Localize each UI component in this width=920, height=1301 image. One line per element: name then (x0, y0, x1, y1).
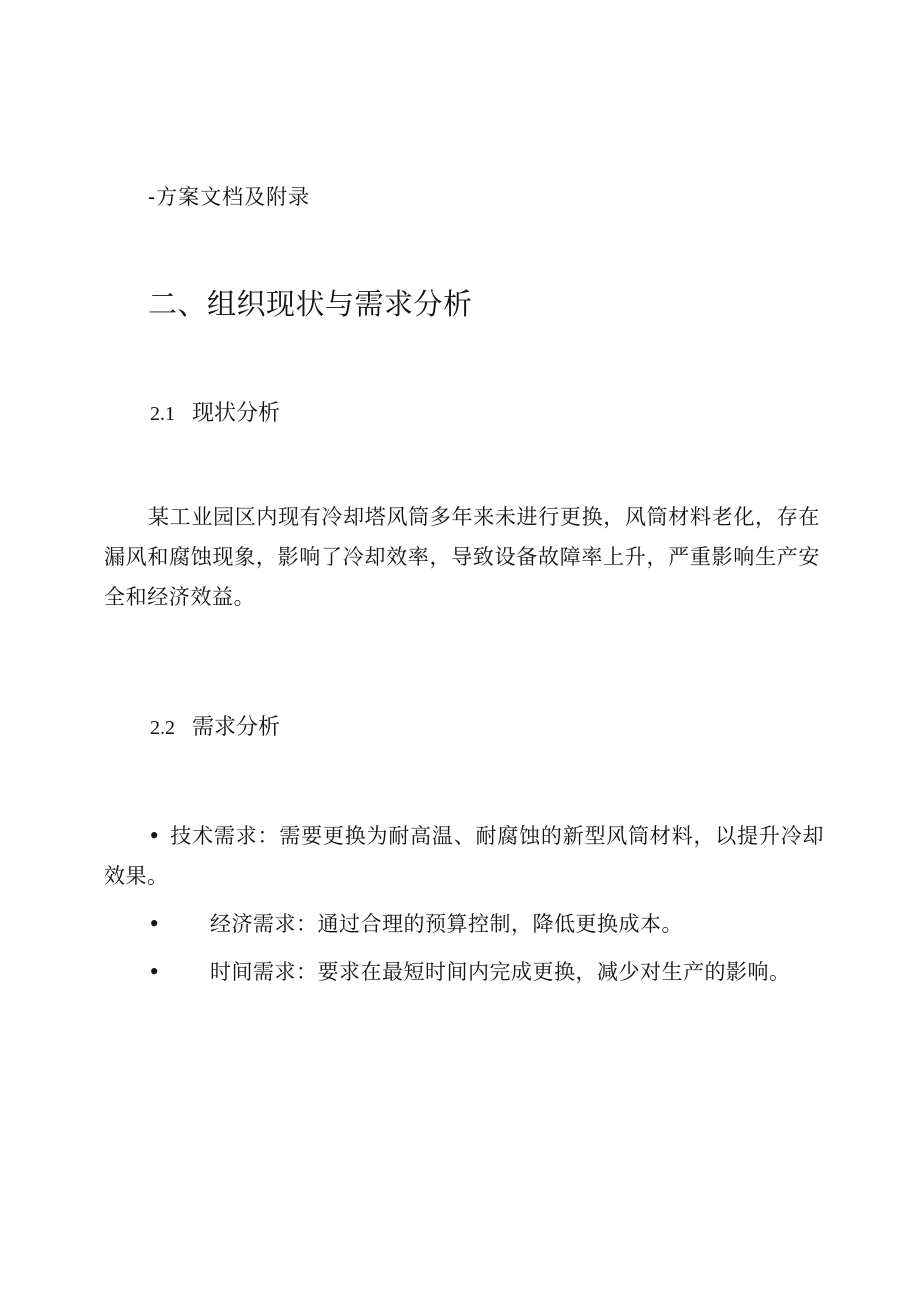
list-item-separator: ： (257, 824, 280, 848)
list-item-label: 经济需求 (210, 912, 296, 936)
bullet-icon: • (148, 960, 161, 984)
list-item-text: 通过合理的预算控制，降低更换成本。 (317, 912, 683, 936)
list-item (104, 904, 824, 952)
bullet-icon: • (148, 824, 161, 848)
list-item (104, 952, 824, 1000)
list-item (104, 816, 824, 896)
subsection-heading-status (150, 396, 280, 427)
section-title: 二、组织现状与需求分析 (148, 287, 473, 321)
list-item-label: 时间需求 (210, 960, 296, 984)
bullet-icon: • (148, 912, 161, 936)
list-item-separator: ： (296, 960, 318, 984)
needs-list (104, 816, 824, 1000)
status-paragraph: 某工业园区内现有冷却塔风筒多年来未进行更换，风筒材料老化，存在漏风和腐蚀现象，影响了冷却效率，导致设备故障率上升，严重影响生产安全和经济效益。 (104, 505, 820, 609)
previous-list-item: -方案文档及附录 (148, 185, 311, 209)
subsection-title: 现状分析 (192, 401, 281, 426)
list-item-separator: ： (296, 912, 318, 936)
subsection-title: 需求分析 (192, 715, 281, 740)
list-item-text: 要求在最短时间内完成更换，减少对生产的影响。 (317, 960, 791, 984)
subsection-heading-needs (150, 710, 280, 741)
list-item-label: 技术需求 (170, 824, 258, 848)
subsection-number: 2.1 (150, 403, 175, 425)
list-item-text: 需要更换为耐高温、耐腐蚀的新型风筒材料，以提升冷却效果。 (104, 824, 825, 888)
subsection-number: 2.2 (150, 717, 175, 739)
